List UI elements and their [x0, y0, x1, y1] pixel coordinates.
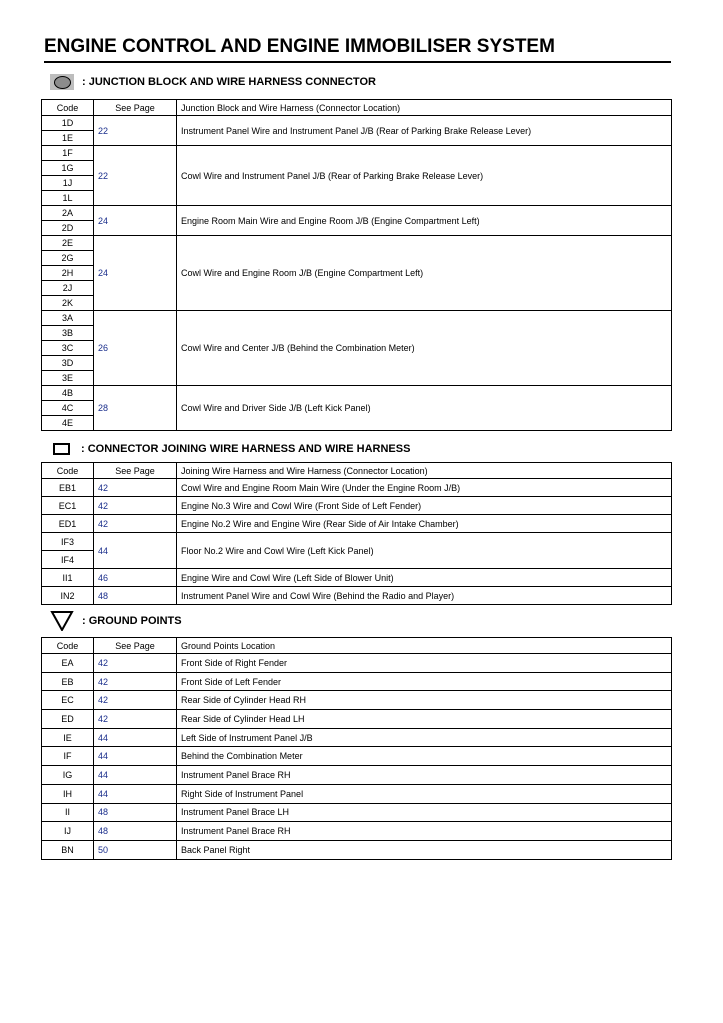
col-header-location: Joining Wire Harness and Wire Harness (Connector Location) — [177, 463, 672, 479]
code-cell: IF — [42, 747, 94, 766]
see-page-link[interactable]: 42 — [94, 479, 177, 497]
table-row — [42, 654, 672, 673]
location-cell: Rear Side of Cylinder Head LH — [177, 710, 672, 729]
code-cell: II1 — [42, 569, 94, 587]
col-header-code: Code — [42, 638, 94, 654]
location-cell: Back Panel Right — [177, 840, 672, 859]
junction-table — [41, 99, 672, 431]
see-page-link[interactable]: 50 — [94, 840, 177, 859]
location-cell: Engine Wire and Cowl Wire (Left Side of Blower Unit) — [177, 569, 672, 587]
table-row — [42, 116, 672, 131]
code-cell: 1E — [42, 131, 94, 146]
see-page-link[interactable]: 48 — [94, 587, 177, 605]
see-page-link[interactable]: 44 — [94, 533, 177, 569]
connector-icon — [53, 443, 70, 455]
code-cell: EC1 — [42, 497, 94, 515]
location-cell: Instrument Panel Brace LH — [177, 803, 672, 822]
table-row — [42, 691, 672, 710]
table-row — [42, 840, 672, 859]
table-row — [42, 479, 672, 497]
see-page-link[interactable]: 26 — [94, 311, 177, 386]
location-cell: Behind the Combination Meter — [177, 747, 672, 766]
ground-triangle-icon — [50, 611, 74, 631]
see-page-link[interactable]: 48 — [94, 822, 177, 841]
location-cell: Front Side of Left Fender — [177, 672, 672, 691]
location-cell: Instrument Panel Brace RH — [177, 766, 672, 785]
col-header-see-page: See Page — [94, 638, 177, 654]
connector-table — [41, 462, 672, 605]
location-cell: Cowl Wire and Engine Room J/B (Engine Compartment Left) — [177, 236, 672, 311]
location-cell: Cowl Wire and Instrument Panel J/B (Rear of Parking Brake Release Lever) — [177, 146, 672, 206]
location-cell: Cowl Wire and Driver Side J/B (Left Kick Panel) — [177, 386, 672, 431]
table-row — [42, 784, 672, 803]
code-cell: ED1 — [42, 515, 94, 533]
table-row — [42, 236, 672, 251]
table-row — [42, 386, 672, 401]
code-cell: EA — [42, 654, 94, 673]
table-row — [42, 822, 672, 841]
code-cell: 2D — [42, 221, 94, 236]
code-cell: 1D — [42, 116, 94, 131]
location-cell: Right Side of Instrument Panel — [177, 784, 672, 803]
location-cell: Cowl Wire and Engine Room Main Wire (Under the Engine Room J/B) — [177, 479, 672, 497]
code-cell: 2J — [42, 281, 94, 296]
location-cell: Instrument Panel Wire and Cowl Wire (Behind the Radio and Player) — [177, 587, 672, 605]
see-page-link[interactable]: 24 — [94, 236, 177, 311]
code-cell: 1L — [42, 191, 94, 206]
see-page-link[interactable]: 42 — [94, 691, 177, 710]
see-page-link[interactable]: 44 — [94, 784, 177, 803]
code-cell: IF4 — [42, 551, 94, 569]
table-row — [42, 672, 672, 691]
code-cell: IE — [42, 728, 94, 747]
location-cell: Engine No.2 Wire and Engine Wire (Rear Side of Air Intake Chamber) — [177, 515, 672, 533]
code-cell: 4B — [42, 386, 94, 401]
code-cell: 4E — [42, 416, 94, 431]
code-cell: 1G — [42, 161, 94, 176]
location-cell: Instrument Panel Brace RH — [177, 822, 672, 841]
section-ground-heading — [50, 611, 182, 631]
code-cell: 3D — [42, 356, 94, 371]
location-cell: Front Side of Right Fender — [177, 654, 672, 673]
table-row — [42, 747, 672, 766]
code-cell: ED — [42, 710, 94, 729]
table-row — [42, 206, 672, 221]
code-cell: IH — [42, 784, 94, 803]
page-title: ENGINE CONTROL AND ENGINE IMMOBILISER SYSTEM — [44, 36, 671, 63]
col-header-code: Code — [42, 100, 94, 116]
code-cell: 3B — [42, 326, 94, 341]
table-row — [42, 766, 672, 785]
table-row — [42, 311, 672, 326]
section-label: : CONNECTOR JOINING WIRE HARNESS AND WIRE HARNESS — [81, 443, 411, 455]
section-junction-heading — [50, 72, 376, 92]
section-label: : JUNCTION BLOCK AND WIRE HARNESS CONNECTOR — [82, 76, 376, 88]
code-cell: II — [42, 803, 94, 822]
table-row — [42, 515, 672, 533]
code-cell: 3E — [42, 371, 94, 386]
location-cell: Cowl Wire and Center J/B (Behind the Combination Meter) — [177, 311, 672, 386]
code-cell: 3A — [42, 311, 94, 326]
code-cell: 2H — [42, 266, 94, 281]
code-cell: 3C — [42, 341, 94, 356]
see-page-link[interactable]: 22 — [94, 116, 177, 146]
table-row — [42, 710, 672, 729]
code-cell: IJ — [42, 822, 94, 841]
col-header-code: Code — [42, 463, 94, 479]
code-cell: 1J — [42, 176, 94, 191]
code-cell: 2E — [42, 236, 94, 251]
code-cell: IF3 — [42, 533, 94, 551]
section-label: : GROUND POINTS — [82, 615, 182, 627]
table-row — [42, 587, 672, 605]
table-row — [42, 803, 672, 822]
see-page-link[interactable]: 28 — [94, 386, 177, 431]
code-cell: IG — [42, 766, 94, 785]
see-page-link[interactable]: 46 — [94, 569, 177, 587]
see-page-link[interactable]: 44 — [94, 728, 177, 747]
see-page-link[interactable]: 42 — [94, 672, 177, 691]
see-page-link[interactable]: 42 — [94, 654, 177, 673]
col-header-location: Ground Points Location — [177, 638, 672, 654]
see-page-link[interactable]: 42 — [94, 710, 177, 729]
location-cell: Instrument Panel Wire and Instrument Panel J/B (Rear of Parking Brake Release Lever) — [177, 116, 672, 146]
location-cell: Engine Room Main Wire and Engine Room J/B (Engine Compartment Left) — [177, 206, 672, 236]
location-cell: Floor No.2 Wire and Cowl Wire (Left Kick Panel) — [177, 533, 672, 569]
table-row — [42, 533, 672, 551]
see-page-link[interactable]: 44 — [94, 747, 177, 766]
code-cell: EB — [42, 672, 94, 691]
table-row — [42, 569, 672, 587]
code-cell: 1F — [42, 146, 94, 161]
location-cell: Engine No.3 Wire and Cowl Wire (Front Side of Left Fender) — [177, 497, 672, 515]
see-page-link[interactable]: 48 — [94, 803, 177, 822]
see-page-link[interactable]: 24 — [94, 206, 177, 236]
code-cell: IN2 — [42, 587, 94, 605]
table-row — [42, 146, 672, 161]
see-page-link[interactable]: 42 — [94, 515, 177, 533]
section-connector-heading — [50, 439, 410, 459]
code-cell: 4C — [42, 401, 94, 416]
col-header-see-page: See Page — [94, 100, 177, 116]
table-row — [42, 728, 672, 747]
location-cell: Rear Side of Cylinder Head RH — [177, 691, 672, 710]
location-cell: Left Side of Instrument Panel J/B — [177, 728, 672, 747]
ground-table — [41, 637, 672, 860]
col-header-location: Junction Block and Wire Harness (Connector Location) — [177, 100, 672, 116]
code-cell: 2K — [42, 296, 94, 311]
see-page-link[interactable]: 44 — [94, 766, 177, 785]
code-cell: EB1 — [42, 479, 94, 497]
see-page-link[interactable]: 42 — [94, 497, 177, 515]
table-row — [42, 497, 672, 515]
junction-block-icon — [50, 74, 74, 90]
code-cell: EC — [42, 691, 94, 710]
code-cell: BN — [42, 840, 94, 859]
code-cell: 2G — [42, 251, 94, 266]
code-cell: 2A — [42, 206, 94, 221]
see-page-link[interactable]: 22 — [94, 146, 177, 206]
col-header-see-page: See Page — [94, 463, 177, 479]
